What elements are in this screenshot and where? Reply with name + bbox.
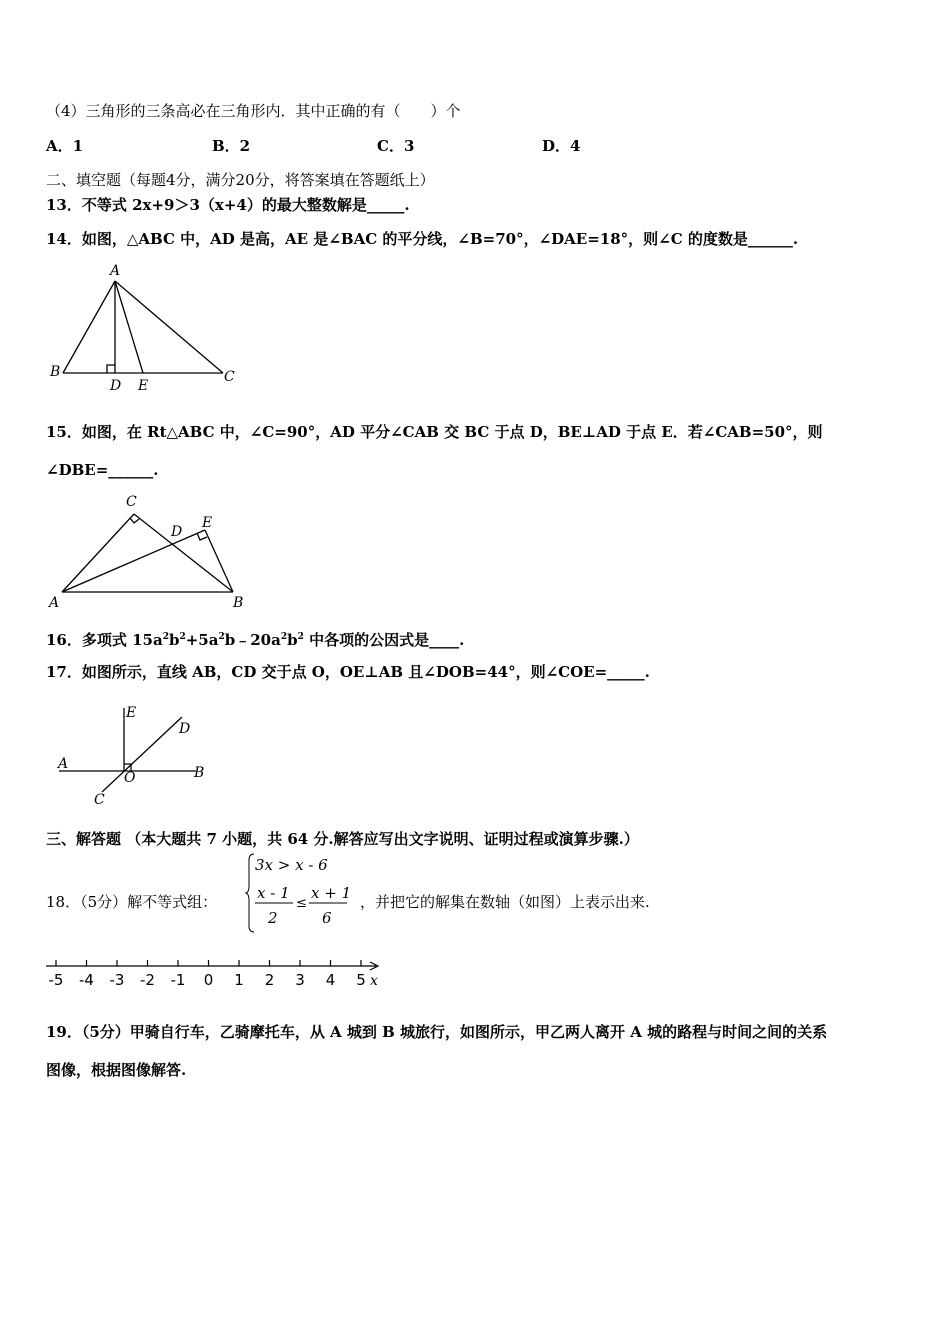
q16-part-3: b﹣20a — [224, 631, 281, 649]
triangle-figure-q14 — [46, 260, 246, 395]
label-c: C — [126, 494, 137, 510]
question-12-options — [46, 136, 646, 156]
triangle-figure-q15 — [46, 490, 256, 615]
label-d: D — [171, 524, 183, 540]
number-line — [46, 956, 386, 990]
option-d: D．4 — [542, 137, 581, 155]
fraction-bar-1 — [255, 902, 295, 904]
tick-label: 2 — [264, 971, 275, 989]
option-b: B．2 — [212, 137, 251, 155]
option-c: C．3 — [377, 137, 415, 155]
label-e: E — [138, 378, 149, 394]
label-o: O — [124, 770, 136, 786]
q16-exp-5: 2 — [297, 632, 304, 642]
fraction-2-denominator: 6 — [322, 909, 332, 927]
question-19-line-1: 19．（5分）甲骑自行车，乙骑摩托车，从 A 城到 B 城旅行，如图所示，甲乙两人离开 A 城的路程与时间之间的关系 — [46, 1023, 828, 1041]
question-18-suffix: ，并把它的解集在数轴（如图）上表示出来. — [360, 893, 650, 911]
question-12-item-4: （4）三角形的三条高必在三角形内．其中正确的有（ ）个 — [46, 102, 461, 120]
label-c: C — [224, 369, 235, 385]
tick-label: -5 — [48, 971, 64, 989]
label-d: D — [110, 378, 122, 394]
question-15-line-2: ∠DBE=______. — [46, 461, 159, 479]
relation-symbol: ≤ — [296, 896, 307, 911]
tick-label: -2 — [140, 971, 155, 989]
q16-prefix: 16．多项式 15a — [46, 631, 163, 649]
label-e: E — [126, 705, 137, 721]
axis-label-x: x — [370, 973, 378, 989]
inequality-1: 3x > x - 6 — [255, 856, 328, 874]
tick-label: -4 — [79, 971, 94, 989]
question-17: 17．如图所示，直线 AB，CD 交于点 O，OE⊥AB 且∠DOB=44°，则∠COE=_____. — [46, 663, 650, 681]
q16-part-1: b — [168, 631, 180, 649]
label-a: A — [49, 595, 60, 611]
tick-label: 0 — [203, 971, 214, 989]
label-c: C — [94, 792, 105, 808]
label-a: A — [58, 756, 69, 772]
fraction-1-numerator: x - 1 — [257, 884, 290, 902]
question-14: 14．如图，△ABC 中，AD 是高，AE 是∠BAC 的平分线，∠B=70°，∠DAE=18°，则∠C 的度数是______. — [46, 230, 799, 248]
question-15-line-1: 15．如图，在 Rt△ABC 中，∠C=90°，AD 平分∠CAB 交 BC 于点 D，BE⊥AD 于点 E．若∠CAB=50°，则 — [46, 423, 823, 441]
tick-label: 3 — [295, 971, 305, 989]
tick-label: 4 — [325, 971, 336, 989]
label-b: B — [233, 595, 244, 611]
q16-exp-3: 2 — [218, 632, 225, 642]
question-16 — [46, 627, 464, 650]
q16-exp-1: 2 — [162, 632, 169, 642]
label-b: B — [50, 364, 61, 380]
inequality-system — [246, 852, 356, 934]
label-e: E — [202, 515, 213, 531]
q16-exp-4: 2 — [280, 632, 288, 642]
tick-label: 1 — [234, 971, 244, 989]
label-a: A — [110, 263, 121, 279]
fraction-bar-2 — [309, 902, 349, 904]
q16-part-2: +5a — [185, 631, 219, 649]
question-13: 13．不等式 2x+9＞3（x+4）的最大整数解是_____. — [46, 196, 410, 214]
section-2-heading: 二、填空题（每题4分，满分20分，将答案填在答题纸上） — [46, 171, 435, 189]
fraction-1-denominator: 2 — [268, 909, 278, 927]
q16-exp-2: 2 — [179, 632, 186, 642]
q16-suffix: 中各项的公因式是____. — [303, 631, 465, 649]
fraction-2-numerator: x + 1 — [311, 884, 352, 902]
tick-label: 5 — [356, 971, 366, 989]
question-18-prefix: 18．（5分）解不等式组： — [46, 893, 218, 911]
lines-figure-q17 — [46, 700, 216, 815]
label-d: D — [179, 721, 191, 737]
question-19-line-2: 图像，根据图像解答. — [46, 1061, 187, 1079]
label-b: B — [194, 765, 205, 781]
q16-part-4: b — [287, 631, 298, 649]
tick-label: -3 — [109, 971, 125, 989]
option-a: A．1 — [46, 137, 84, 155]
tick-label: -1 — [170, 971, 186, 989]
section-3-heading: 三、解答题 （本大题共 7 小题，共 64 分.解答应写出文字说明、证明过程或演算步骤.） — [46, 830, 639, 848]
